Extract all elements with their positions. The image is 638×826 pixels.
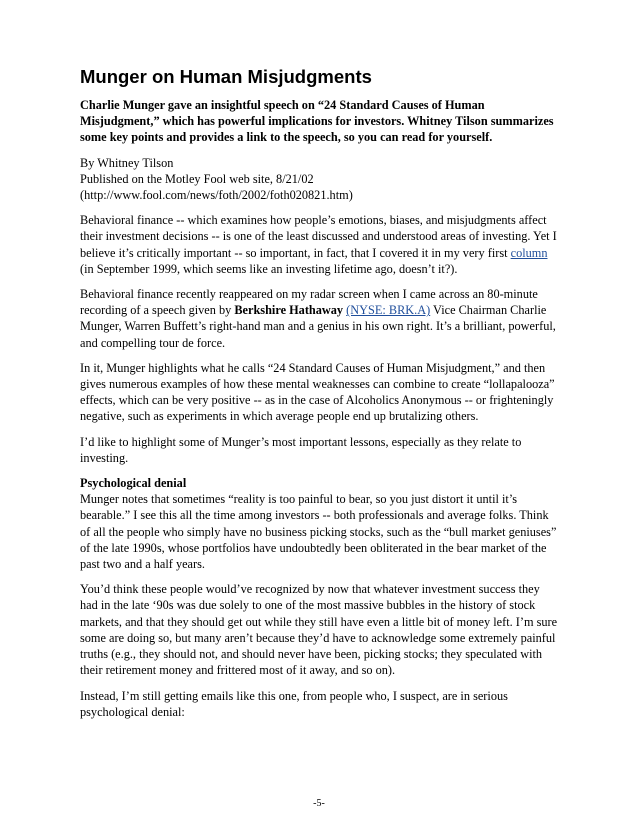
paragraph-1-text-after: (in September 1999, which seems like an investing lifetime ago, doesn’t it?). (80, 261, 458, 276)
paragraph-6: Instead, I’m still getting emails like this one, from people who, I suspect, are in serious psychological denial: (80, 688, 508, 719)
section-heading: Psychological denial (80, 476, 187, 491)
section-psychological-denial (80, 475, 560, 572)
byline-url: (http://www.fool.com/news/foth/2002/foth020821.htm) (80, 188, 353, 203)
article-body (80, 66, 560, 729)
paragraph-2 (80, 286, 560, 351)
company-name: Berkshire Hathaway (234, 303, 344, 318)
paragraph-3: In it, Munger highlights what he calls “24 Standard Causes of Human Misjudgment,” and then gives numerous examples of how these mental weaknesses can combine to create “lollapalooza” effects, which can be very positive -- as in the case of Alcoholics Anonymous -- or frighteningly negative, such as experiments in which average people end up brutalizing others. (80, 360, 555, 424)
article-title: Munger on Human Misjudgments (80, 66, 372, 87)
paragraph-1 (80, 212, 560, 277)
page-number: -5- (313, 798, 325, 809)
ticker-link[interactable]: (NYSE: BRK.A) (346, 303, 431, 318)
paragraph-2-text-after: Vice Chairman Charlie Munger, Warren Buffett’s right-hand man and a genius in his own right. It’s a brilliant, powerful, and compelling tour de force. (80, 303, 556, 350)
paragraph-4: I’d like to highlight some of Munger’s most important lessons, especially as they relate to investing. (80, 434, 522, 465)
section-text: Munger notes that sometimes “reality is too painful to bear, so you just distort it until it’s bearable.” I see this all the time among investors -- both professionals and average folks. Think of all the people who simply have no business picking stocks, such as the “bull market geniuses” of the late 1990s, whose portfolios have undoubtedly been obliterated in the bear market of the past two and a half years. (80, 492, 557, 572)
article-intro: Charlie Munger gave an insightful speech on “24 Standard Causes of Human Misjudgment,” which has powerful implications for investors. Whitney Tilson summarizes some key points and provides a link to the speech, so you can read for yourself. (80, 98, 554, 145)
column-link[interactable]: column (510, 245, 548, 260)
byline (80, 155, 560, 204)
paragraph-5: You’d think these people would’ve recognized by now that whatever investment success they had in the late ‘90s was due solely to one of the most massive bubbles in the history of stock markets, and that they should get out while they still have even a little bit of money left. I’m sure some are doing so, but many aren’t because they’d have to acknowledge some extremely painful truths (e.g., they should not, and should never have been, picking stocks; they speculated with their retirement money and frittered most of it away, and so on). (80, 582, 558, 678)
paragraph-2-text-before: Behavioral finance recently reappeared on my radar screen when I came across an 80-minute recording of a speech given by (80, 287, 538, 318)
paragraph-1-text-before: Behavioral finance -- which examines how people’s emotions, biases, and misjudgments affect their investment decisions -- is one of the least discussed and understood areas of investing. Yet I believe it’s critically important -- so important, in fact, that I covered it in my very first (80, 213, 557, 260)
byline-published: Published on the Motley Fool web site, 8/21/02 (80, 171, 314, 186)
byline-author: By Whitney Tilson (80, 155, 174, 170)
